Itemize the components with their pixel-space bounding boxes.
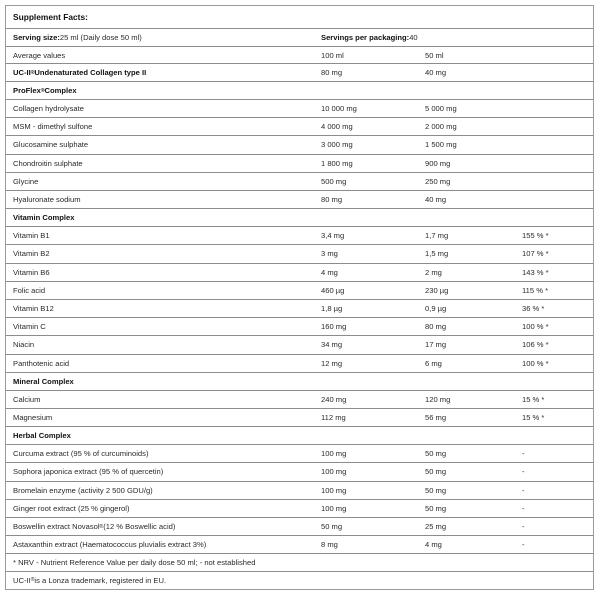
serving-size-value: 25 ml (Daily dose 50 ml) bbox=[59, 33, 142, 42]
mineral-item-50ml: 120 mg bbox=[425, 394, 451, 404]
proflex-item-name bbox=[13, 118, 92, 135]
supplement-facts-panel bbox=[5, 5, 594, 590]
proflex-name: ProFlex bbox=[13, 86, 41, 95]
vitamin-item-name bbox=[13, 300, 54, 317]
vitamin-item-row bbox=[6, 299, 593, 317]
trademark-name: UC-II bbox=[13, 575, 31, 585]
mineral-item-name-text: Magnesium bbox=[13, 413, 53, 423]
vitamin-item-name-text: Niacin bbox=[13, 340, 35, 350]
proflex-item-name-text: Chondroitin sulphate bbox=[13, 158, 83, 168]
uc2-row bbox=[6, 63, 593, 81]
serving-row bbox=[6, 28, 593, 46]
proflex-rest: Complex bbox=[44, 86, 77, 95]
herbal-item-row bbox=[6, 535, 593, 553]
herbal-item-row bbox=[6, 499, 593, 517]
vitamin-item-name bbox=[13, 264, 50, 281]
vitamin-item-100ml: 3 mg bbox=[321, 249, 338, 259]
herbal-complex-header-row bbox=[6, 426, 593, 444]
mineral-item-row bbox=[6, 408, 593, 426]
herbal-item-100ml: 100 mg bbox=[321, 485, 347, 495]
herbal-item-100ml: 50 mg bbox=[321, 522, 343, 532]
vitamin-item-50ml: 17 mg bbox=[425, 340, 447, 350]
mineral-item-100ml: 112 mg bbox=[321, 413, 346, 423]
vitamin-item-50ml: 1,7 mg bbox=[425, 231, 449, 241]
vitamin-item-name-text: Vitamin B12 bbox=[13, 304, 54, 314]
vitamin-item-nrv: 143 % * bbox=[522, 267, 549, 277]
footnote-trademark: UC-II ® is a Lonza trademark, registered in EU. bbox=[13, 575, 167, 585]
proflex-item-50ml: 2 000 mg bbox=[425, 122, 457, 132]
mineral-item-100ml: 240 mg bbox=[321, 394, 347, 404]
herbal-item-name bbox=[13, 482, 153, 499]
facts-title-row bbox=[6, 6, 593, 28]
mineral-item-50ml: 56 mg bbox=[425, 413, 447, 423]
vitamin-item-50ml: 230 µg bbox=[425, 285, 449, 295]
proflex-item-name bbox=[13, 100, 84, 117]
servings-per-pack-label: Servings per packaging: bbox=[321, 33, 410, 42]
herbal-item-100ml: 100 mg bbox=[321, 503, 347, 513]
proflex-item-name-text: Collagen hydrolysate bbox=[13, 104, 84, 114]
column-100ml: 100 ml bbox=[321, 50, 344, 60]
proflex-item-100ml: 10 000 mg bbox=[321, 104, 357, 114]
herbal-item-100ml: 100 mg bbox=[321, 449, 347, 459]
vitamin-item-50ml: 0,9 µg bbox=[425, 304, 447, 314]
vitamin-complex-title: Vitamin Complex bbox=[13, 213, 75, 223]
uc2-100ml: 80 mg bbox=[321, 68, 343, 77]
vitamin-item-row bbox=[6, 244, 593, 262]
herbal-item-row bbox=[6, 481, 593, 499]
herbal-item-100ml: 8 mg bbox=[321, 540, 338, 550]
servings-per-packaging bbox=[321, 29, 418, 46]
herbal-item-100ml: 100 mg bbox=[321, 467, 347, 477]
vitamin-item-50ml: 2 mg bbox=[425, 267, 442, 277]
herbal-item-name-text: Boswellin extract Novasol bbox=[13, 522, 100, 532]
proflex-item-100ml: 4 000 mg bbox=[321, 122, 353, 132]
vitamin-item-name bbox=[13, 336, 34, 353]
proflex-item-name bbox=[13, 136, 88, 153]
herbal-item-name-text: Ginger root extract (25 % gingerol) bbox=[13, 503, 130, 513]
uc2-name-text: UC-II bbox=[13, 68, 31, 77]
footnote-trademark-row bbox=[6, 571, 593, 588]
vitamin-item-nrv: 115 % * bbox=[522, 285, 549, 295]
vitamin-item-100ml: 1,8 µg bbox=[321, 304, 343, 314]
vitamin-item-name-text: Folic acid bbox=[13, 285, 46, 295]
mineral-item-row bbox=[6, 390, 593, 408]
vitamin-item-row bbox=[6, 354, 593, 372]
herbal-item-name bbox=[13, 500, 130, 517]
proflex-item-50ml: 5 000 mg bbox=[425, 104, 457, 114]
column-50ml: 50 ml bbox=[425, 50, 444, 60]
trademark-rest: is a Lonza trademark, registered in EU. bbox=[34, 575, 167, 585]
boswellin-suffix: (12 % Boswellic acid) bbox=[103, 522, 176, 532]
herbal-item-nrv: - bbox=[522, 522, 525, 532]
uc2-50ml: 40 mg bbox=[425, 68, 447, 77]
proflex-item-row bbox=[6, 172, 593, 190]
vitamin-item-50ml: 1,5 mg bbox=[425, 249, 449, 259]
mineral-item-name-text: Calcium bbox=[13, 394, 41, 404]
proflex-item-100ml: 3 000 mg bbox=[321, 140, 353, 150]
serving-size bbox=[13, 29, 142, 46]
herbal-item-name: Boswellin extract Novasol ® (12 % Boswellic acid) bbox=[13, 522, 176, 532]
herbal-item-name-text: Sophora japonica extract (95 % of quercetin) bbox=[13, 467, 164, 477]
proflex-item-row bbox=[6, 190, 593, 208]
vitamin-item-name bbox=[13, 227, 50, 244]
vitamin-item-name-text: Vitamin C bbox=[13, 322, 46, 332]
proflex-item-row bbox=[6, 135, 593, 153]
vitamin-item-nrv: 155 % * bbox=[522, 231, 549, 241]
vitamin-item-name-text: Vitamin B1 bbox=[13, 231, 50, 241]
mineral-complex-title: Mineral Complex bbox=[13, 376, 74, 386]
vitamin-item-name-text: Vitamin B2 bbox=[13, 249, 50, 259]
vitamin-item-name bbox=[13, 282, 45, 299]
herbal-item-name-text: Bromelain enzyme (activity 2 500 GDU/g) bbox=[13, 485, 153, 495]
vitamin-item-nrv: 100 % * bbox=[522, 358, 549, 368]
vitamin-item-50ml: 6 mg bbox=[425, 358, 442, 368]
vitamin-item-name bbox=[13, 355, 69, 372]
herbal-item-nrv: - bbox=[522, 449, 525, 459]
herbal-item-name bbox=[13, 463, 163, 480]
proflex-item-50ml: 1 500 mg bbox=[425, 140, 457, 150]
vitamin-item-name-text: Vitamin B6 bbox=[13, 267, 50, 277]
vitamin-item-nrv: 107 % * bbox=[522, 249, 549, 259]
uc2-name-rest: Undenaturated Collagen type II bbox=[34, 68, 147, 77]
vitamin-item-100ml: 460 µg bbox=[321, 285, 345, 295]
vitamin-item-nrv: 106 % * bbox=[522, 340, 549, 350]
vitamin-item-50ml: 80 mg bbox=[425, 322, 447, 332]
proflex-item-name bbox=[13, 191, 81, 208]
proflex-item-row bbox=[6, 117, 593, 135]
vitamin-item-100ml: 4 mg bbox=[321, 267, 338, 277]
herbal-item-row bbox=[6, 444, 593, 462]
herbal-item-name-text: Curcuma extract (95 % of curcuminoids) bbox=[13, 449, 149, 459]
footnote-nrv: * NRV - Nutrient Reference Value per daily dose 50 ml; - not established bbox=[13, 558, 256, 568]
mineral-complex-header-row bbox=[6, 372, 593, 390]
mineral-item-nrv: 15 % * bbox=[522, 413, 545, 423]
proflex-header-row bbox=[6, 81, 593, 99]
vitamin-item-name-text: Panthotenic acid bbox=[13, 358, 70, 368]
mineral-item-name bbox=[13, 409, 52, 426]
herbal-item-row bbox=[6, 462, 593, 480]
vitamin-item-100ml: 3,4 mg bbox=[321, 231, 345, 241]
herbal-item-row bbox=[6, 517, 593, 535]
vitamin-item-name bbox=[13, 245, 50, 262]
herbal-item-nrv: - bbox=[522, 467, 525, 477]
mineral-item-nrv: 15 % * bbox=[522, 394, 545, 404]
proflex-item-name bbox=[13, 155, 83, 172]
proflex-item-name-text: Hyaluronate sodium bbox=[13, 195, 81, 205]
proflex-item-name-text: Glycine bbox=[13, 176, 39, 186]
average-values-label: Average values bbox=[13, 50, 66, 60]
proflex-item-100ml: 500 mg bbox=[321, 176, 347, 186]
proflex-item-50ml: 40 mg bbox=[425, 195, 447, 205]
vitamin-item-row bbox=[6, 263, 593, 281]
proflex-item-name bbox=[13, 173, 38, 190]
herbal-item-name-text: Astaxanthin extract (Haematococcus pluvialis extract 3%) bbox=[13, 540, 207, 550]
herbal-item-name bbox=[13, 445, 148, 462]
proflex-item-row bbox=[6, 154, 593, 172]
herbal-item-50ml: 4 mg bbox=[425, 540, 442, 550]
herbal-item-50ml: 50 mg bbox=[425, 485, 447, 495]
footnote-nrv-row bbox=[6, 553, 593, 571]
proflex-item-50ml: 250 mg bbox=[425, 176, 451, 186]
herbal-item-name bbox=[13, 536, 206, 553]
proflex-item-100ml: 80 mg bbox=[321, 195, 343, 205]
herbal-item-50ml: 25 mg bbox=[425, 522, 447, 532]
vitamin-item-row bbox=[6, 317, 593, 335]
vitamin-item-nrv: 100 % * bbox=[522, 322, 549, 332]
herbal-item-nrv: - bbox=[522, 540, 525, 550]
proflex-item-row bbox=[6, 99, 593, 117]
vitamin-item-row bbox=[6, 226, 593, 244]
vitamin-item-name bbox=[13, 318, 46, 335]
facts-title: Supplement Facts: bbox=[13, 12, 88, 22]
vitamin-complex-header-row bbox=[6, 208, 593, 226]
proflex-title: ProFlex ® Complex bbox=[13, 86, 77, 95]
vitamin-item-nrv: 36 % * bbox=[522, 304, 545, 314]
herbal-item-nrv: - bbox=[522, 503, 525, 513]
herbal-item-50ml: 50 mg bbox=[425, 503, 447, 513]
servings-per-pack-value: 40 bbox=[409, 33, 418, 42]
serving-size-label: Serving size: bbox=[13, 33, 60, 42]
proflex-item-name-text: MSM - dimethyl sulfone bbox=[13, 122, 93, 132]
vitamin-item-100ml: 160 mg bbox=[321, 322, 347, 332]
herbal-item-50ml: 50 mg bbox=[425, 449, 447, 459]
herbal-item-nrv: - bbox=[522, 485, 525, 495]
mineral-item-name bbox=[13, 391, 40, 408]
vitamin-item-row bbox=[6, 335, 593, 353]
proflex-item-name-text: Glucosamine sulphate bbox=[13, 140, 89, 150]
average-values-row bbox=[6, 46, 593, 63]
vitamin-item-row bbox=[6, 281, 593, 299]
vitamin-item-100ml: 34 mg bbox=[321, 340, 343, 350]
proflex-item-100ml: 1 800 mg bbox=[321, 158, 353, 168]
herbal-complex-title: Herbal Complex bbox=[13, 431, 71, 441]
proflex-item-50ml: 900 mg bbox=[425, 158, 451, 168]
herbal-item-50ml: 50 mg bbox=[425, 467, 447, 477]
vitamin-item-100ml: 12 mg bbox=[321, 358, 343, 368]
uc2-name: UC-II ® Undenaturated Collagen type II bbox=[13, 68, 147, 77]
